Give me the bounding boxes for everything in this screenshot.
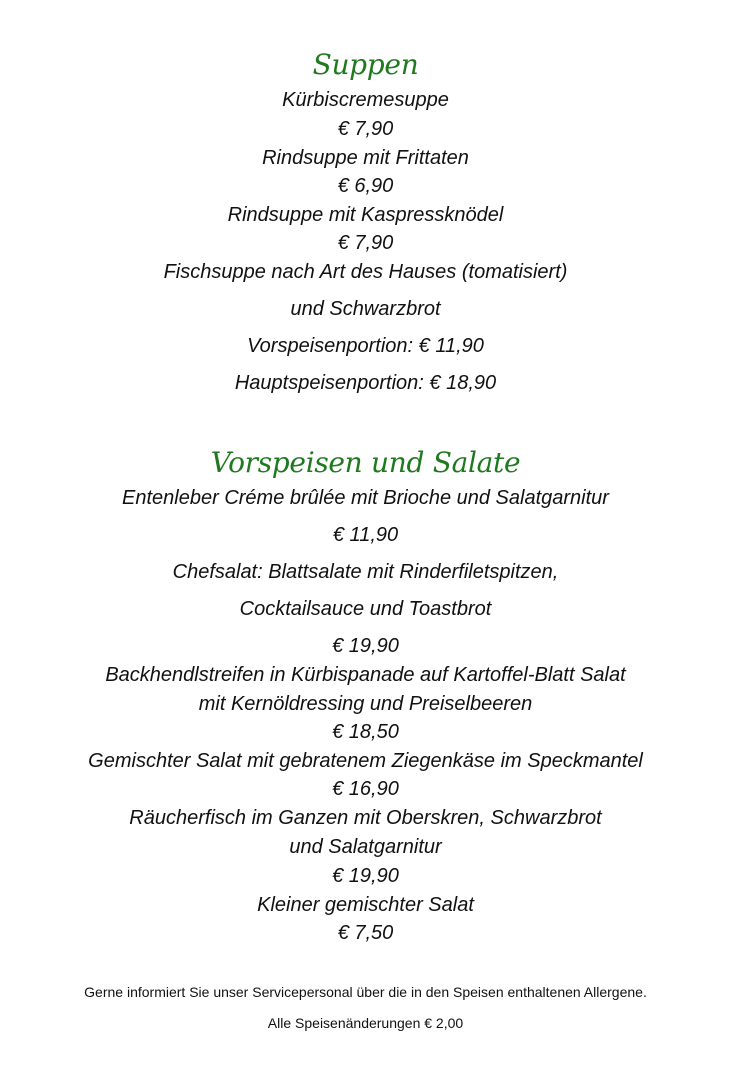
menu-item-price: € 11,90 <box>332 524 399 546</box>
menu-item-name: Rindsuppe mit Kaspressknödel <box>227 204 504 226</box>
allergen-note: Gerne informiert Sie unser Servicepersonal über die in den Speisen enthaltenen Allergene. <box>84 984 647 1000</box>
menu-item-price: € 19,90 <box>332 635 399 657</box>
menu-item-price: € 7,90 <box>337 118 394 140</box>
menu-item-price: Hauptspeisenportion: € 18,90 <box>234 372 497 394</box>
menu-item-price: € 6,90 <box>337 175 394 197</box>
menu-item-name: Gemischter Salat mit gebratenem Ziegenkäse im Speckmantel <box>88 750 643 772</box>
menu-item-price: € 16,90 <box>332 778 399 800</box>
menu-item-description: und Schwarzbrot <box>290 298 441 320</box>
menu-item-price: € 18,50 <box>332 721 399 743</box>
menu-item-description: Cocktailsauce und Toastbrot <box>239 598 492 620</box>
menu-item-description: und Salatgarnitur <box>289 836 442 858</box>
menu-item-description: mit Kernöldressing und Preiselbeeren <box>198 693 533 715</box>
menu-item-name: Chefsalat: Blattsalate mit Rinderfiletspitzen, <box>172 561 559 583</box>
menu-item-name: Räucherfisch im Ganzen mit Oberskren, Schwarzbrot <box>129 807 602 829</box>
section-heading-vorspeisen-und-salate: Vorspeisen und Salate <box>210 446 521 479</box>
section-heading-suppen: Suppen <box>312 48 419 81</box>
menu-item-name: Kleiner gemischter Salat <box>257 894 474 916</box>
changes-fee-note: Alle Speisenänderungen € 2,00 <box>267 1015 464 1031</box>
menu-item-name: Rindsuppe mit Frittaten <box>262 147 469 169</box>
menu-item-name: Kürbiscremesuppe <box>282 89 449 111</box>
menu-item-price: Vorspeisenportion: € 11,90 <box>247 335 484 357</box>
menu-item-name: Entenleber Créme brûlée mit Brioche und Salatgarnitur <box>122 487 609 509</box>
menu-item-price: € 19,90 <box>332 865 399 887</box>
menu-item-name: Fischsuppe nach Art des Hauses (tomatisiert) <box>163 261 568 283</box>
menu-item-name: Backhendlstreifen in Kürbispanade auf Kartoffel-Blatt Salat <box>105 664 626 686</box>
menu-item-price: € 7,90 <box>337 232 394 254</box>
menu-item-price: € 7,50 <box>337 922 394 944</box>
